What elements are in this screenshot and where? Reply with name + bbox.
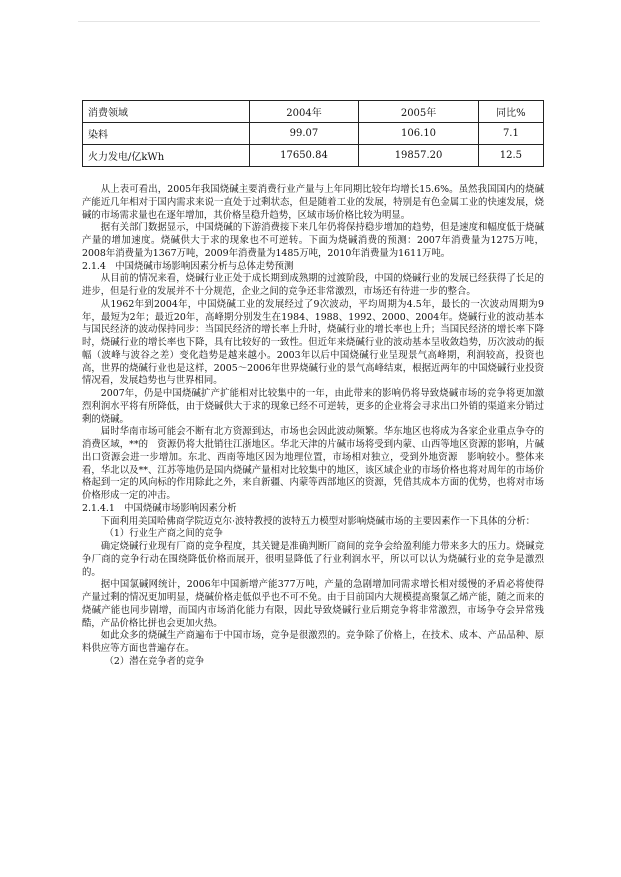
table-header-cell: 2004年 xyxy=(249,101,359,123)
paragraph: 确定烧碱行业现有厂商的竞争程度，其关键是准确判断厂商间的竞争会给盈利能力带来多大的压力。烧碱竞争厂商的竞争行动在围绕降低价格而展开，很明显降低了行业利润水平，所以可以认为烧碱行业的竞争是激烈的。 xyxy=(82,541,544,578)
table-row xyxy=(83,145,544,167)
paragraph: 2007年，仍是中国烧碱扩产扩能相对比较集中的一年，由此带来的影响仍将导致烧碱市场的竞争将更加激烈利润水平将有所降低，由于烧碱供大于求的现象已经不可逆转，更多的企业将会寻求出口外销的渠道来分销过剩的烧碱。 xyxy=(82,388,544,425)
table-cell: 19857.20 xyxy=(359,145,478,167)
table-row xyxy=(83,123,544,145)
paragraph: 从目前的情况来看，烧碱行业正处于成长期到成熟期的过渡阶段，中国的烧碱行业的发展已经获得了长足的进步，但是行业的发展并不十分规范，企业之间的竞争还非常激烈，市场还有待进一步的整合。 xyxy=(82,273,544,297)
table-cell: 106.10 xyxy=(359,123,478,145)
table-cell: 火力发电/亿kWh xyxy=(83,145,250,167)
subsection-title: （1）行业生产商之间的竞争 xyxy=(104,528,224,540)
subsection-title: （2）潜在竞争者的竞争 xyxy=(104,655,205,667)
paragraph: 届时华南市场可能会不断有北方资源到达，市场也会因此波动频繁。华东地区也将成为各家企业重点争夺的消费区域，**的 资源仍将大批销往江浙地区。华北天津的片碱市场将受到内蒙、山西等地区资源的影响，片碱出口资源会进一步增加。东北、西南等地区因为地理位置，市场相对独立，受到外地资源 影响较小。整体来看，华北以及**、江苏等地仍是国内烧碱产量相对比较集中的地区，该区域企业的市场价格也将对周年的市场价格起到一定的风向标的作用除此之外，来自新疆、内蒙等西部地区的资源，凭借其成本方面的优势，也将对市场价格形成一定的冲击。 xyxy=(82,426,544,501)
paragraph: 下面利用美国哈佛商学院迈克尔·波特教授的波特五力模型对影响烧碱市场的主要因素作一下具体的分析： xyxy=(100,515,536,527)
section-heading: 2.1.4.1 中国烧碱市场影响因素分析 xyxy=(82,502,237,514)
document-body xyxy=(82,184,544,669)
paragraph: 如此众多的烧碱生产商遍布于中国市场，竞争是很激烈的。竞争除了价格上，在技术、成本、产品品种、原料供应等方面也普遍存在。 xyxy=(82,630,544,654)
table-header-cell: 2005年 xyxy=(359,101,478,123)
table-header-cell: 同比% xyxy=(478,101,543,123)
paragraph: 从上表可看出，2005年我国烧碱主要消费行业产量与上年同期比较年均增长15.6%。虽然我国国内的烧碱产能近几年相对于国内需求来说一直处于过剩状态，但是随着工业的发展，特别是有色金属工业的快速发展，烧碱的市场需求量也在逐年增加，其价格呈稳升趋势，区域市场价格比较为明显。 xyxy=(82,184,544,221)
consumption-table xyxy=(82,100,544,167)
table-cell: 染料 xyxy=(83,123,250,145)
paragraph: 据中国氯碱网统计，2006年中国新增产能377万吨，产量的急剧增加同需求增长相对缓慢的矛盾必将使得产量过剩的情况更加明显，烧碱价格走低似乎也不可不免。由于目前国内大规模提高聚氯乙烯产能，随之而来的烧碱产能也同步剧增，而国内市场消化能力有限，因此导致烧碱行业后期竞争将非常激烈，市场争夺会异常残酷，产品价格比拼也会更加火热。 xyxy=(82,579,544,629)
paragraph: 据有关部门数据显示，中国烧碱的下游消费接下来几年仍将保持稳步增加的趋势，但是速度和幅度低于烧碱产量的增加速度。烧碱供大于求的现象也不可逆转。下面为烧碱消费的预测：2007年消费量为1275万吨，2008年消费量为1367万吨，2009年消费量为1485万吨，2010年消费量为1611万吨。 xyxy=(82,222,544,259)
table-cell: 7.1 xyxy=(478,123,543,145)
table-cell: 99.07 xyxy=(249,123,359,145)
table-cell: 17650.84 xyxy=(249,145,359,167)
table-cell: 12.5 xyxy=(478,145,543,167)
table-header-cell: 消费领域 xyxy=(83,101,250,123)
section-heading: 2.1.4 中国烧碱市场影响因素分析与总体走势预测 xyxy=(82,260,294,272)
header-rule xyxy=(78,21,540,22)
table-header-row xyxy=(83,101,544,123)
paragraph: 从1962年到2004年，中国烧碱工业的发展经过了9次波动，平均周期为4.5年，最长的一次波动周期为9年，最短为2年；最近20年，高峰期分别发生在1984、1988、1992、2000、2004年。烧碱行业的波动基本与国民经济的波动保持同步：当国民经济的增长率上升时，烧碱行业的增长率也上升；当国民经济的增长率下降时，烧碱行业的增长率也下降，具有比较好的一致性。但近年来烧碱行业的波动基本呈收敛趋势，历次波动的振幅（波峰与波谷之差）变化趋势是越来越小。2003年以后中国烧碱行业呈现景气高峰期，利润较高，投资也高，世界的烧碱行业也是这样，2005～2006年世界烧碱行业的景气高峰结束，根据近两年的中国烧碱行业投资情况看，发展趋势也与世界相同。 xyxy=(82,298,544,387)
